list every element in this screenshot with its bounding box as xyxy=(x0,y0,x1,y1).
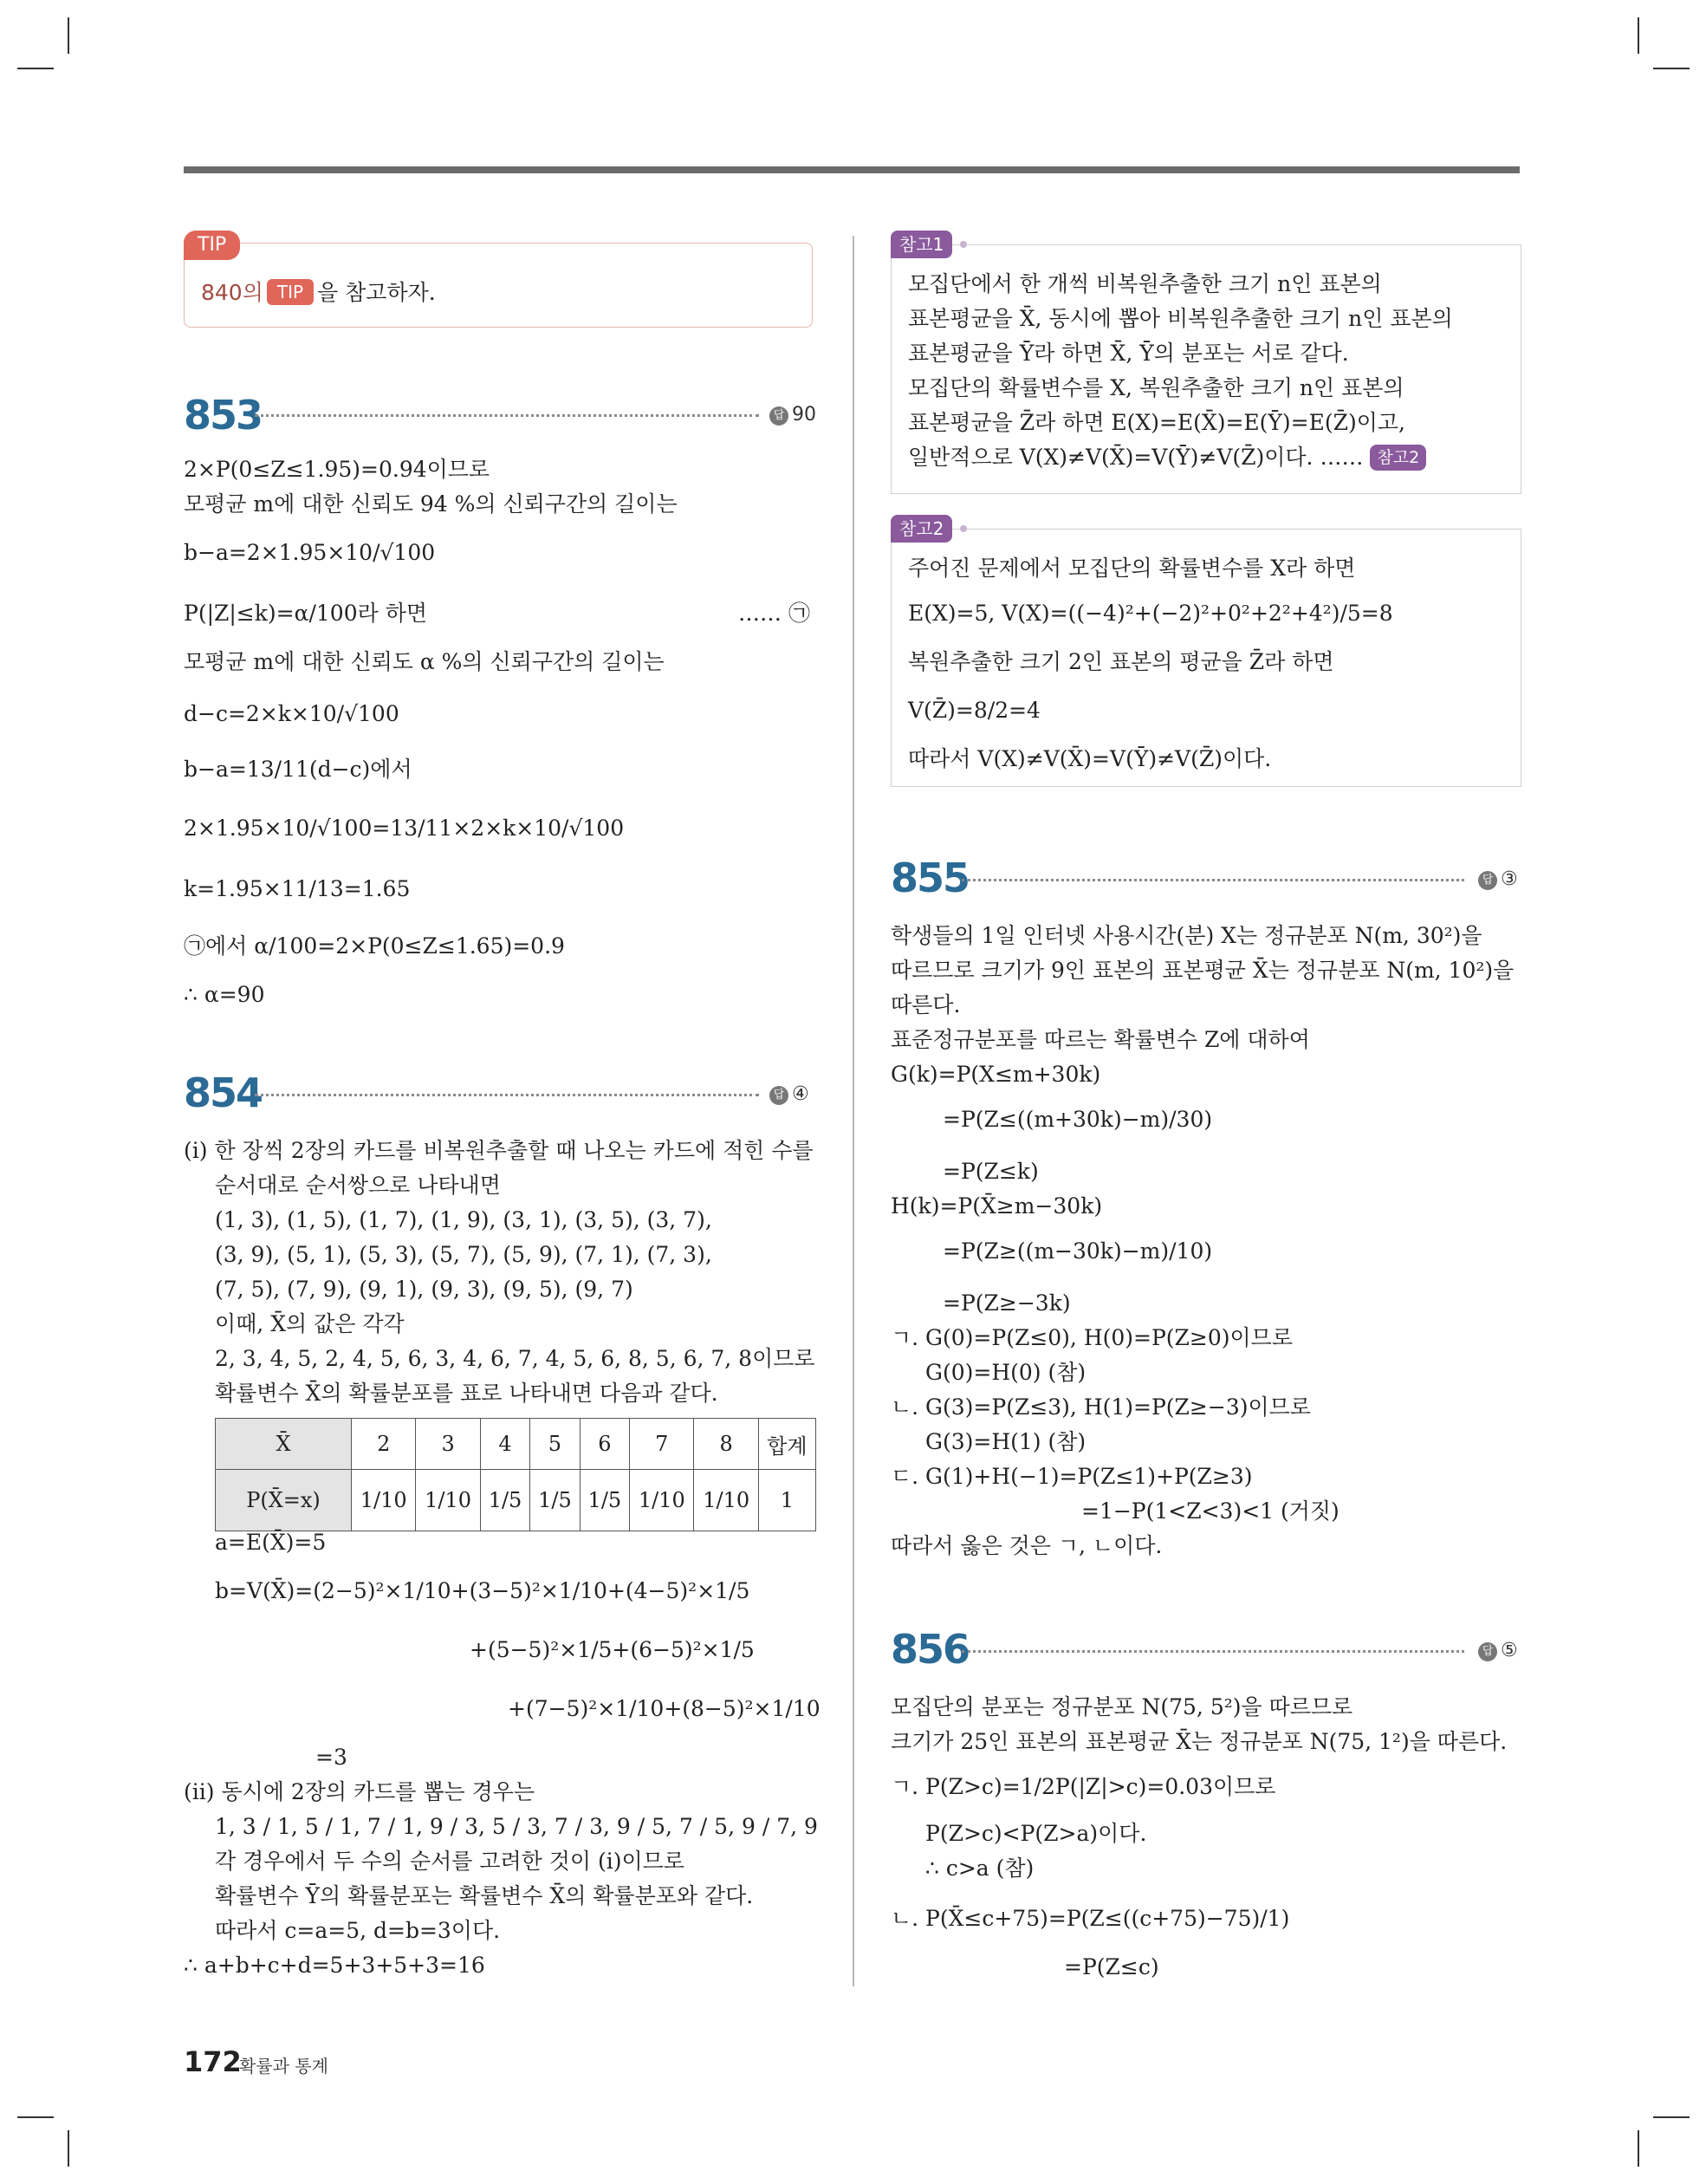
dotted-leader xyxy=(962,1650,1464,1653)
answer-mark: 답 xyxy=(1478,1642,1497,1661)
line: 표본평균을 Ȳ라 하면 X̄, Ȳ의 분포는 서로 같다. xyxy=(908,341,1349,366)
line: (i) 한 장씩 2장의 카드를 비복원추출할 때 나오는 카드에 적힌 수를 xyxy=(184,1138,814,1163)
line: ㄴ. P(X̄≤c+75)=P(Z≤((c+75)−75)/1) xyxy=(891,1906,1290,1931)
tip-text xyxy=(201,276,436,310)
dotted-leader xyxy=(962,879,1464,881)
line: 2, 3, 4, 5, 2, 4, 5, 6, 3, 4, 6, 7, 4, 5, 6, 8, 5, 6, 7, 8이므로 xyxy=(215,1346,815,1371)
answer-853 xyxy=(769,404,816,426)
crop-mark xyxy=(68,2130,69,2167)
table-cell: 1/5 xyxy=(580,1470,629,1531)
line: ∴ a+b+c+d=5+3+5+3=16 xyxy=(184,1953,485,1978)
answer-854 xyxy=(769,1083,809,1105)
line: 표준정규분포를 따르는 확률변수 Z에 대하여 xyxy=(891,1027,1310,1052)
line: 모평균 m에 대한 신뢰도 94 %의 신뢰구간의 길이는 xyxy=(184,491,678,517)
line xyxy=(908,440,1426,475)
answer-value: ③ xyxy=(1501,868,1518,890)
line: (7, 5), (7, 9), (9, 1), (9, 3), (9, 5), (9, 7) xyxy=(215,1277,633,1302)
line: +(7−5)²×1/10+(8−5)²×1/10 xyxy=(508,1696,821,1721)
line-text: 일반적으로 V(X)≠V(X̄)=V(Ȳ)≠V(Z̄)이다. …… xyxy=(908,445,1364,470)
crop-mark xyxy=(17,68,54,69)
marker: …… ㉠ xyxy=(738,601,810,626)
line: 복원추출한 크기 2인 표본의 평균을 Z̄라 하면 xyxy=(908,649,1334,674)
line: ∴ c>a (참) xyxy=(925,1856,1035,1881)
problem-number-853: 853 xyxy=(184,392,263,439)
line: H(k)=P(X̄≥m−30k) xyxy=(891,1193,1103,1219)
answer-856 xyxy=(1478,1640,1518,1661)
line: 학생들의 1일 인터넷 사용시간(분) X는 정규분포 N(m, 30²)을 xyxy=(891,923,1482,948)
line: =P(Z≤((m+30k)−m)/30) xyxy=(943,1107,1213,1132)
line: P(|Z|≤k)=α/100라 하면 xyxy=(184,601,428,626)
line: b=V(X̄)=(2−5)²×1/10+(3−5)²×1/10+(4−5)²×1/5 xyxy=(215,1578,750,1603)
dotted-leader xyxy=(255,414,759,417)
answer-855 xyxy=(1478,868,1518,890)
answer-mark: 답 xyxy=(769,1086,788,1105)
line: 따라서 옳은 것은 ㄱ, ㄴ이다. xyxy=(891,1533,1163,1558)
probability-table xyxy=(215,1418,816,1531)
line: P(Z>c)<P(Z>a)이다. xyxy=(925,1821,1147,1846)
reference-dot xyxy=(960,241,967,248)
column-divider xyxy=(853,236,854,1986)
line: (1, 3), (1, 5), (1, 7), (1, 9), (3, 1), (3, 5), (3, 7), xyxy=(215,1207,712,1232)
table-cell: 1/10 xyxy=(352,1470,416,1531)
header-rule xyxy=(184,166,1520,173)
line: G(0)=H(0) (참) xyxy=(925,1360,1087,1385)
reference-dot xyxy=(960,525,967,532)
answer-value: 90 xyxy=(792,404,816,426)
reference-label-1: 참고1 xyxy=(891,231,952,258)
line: (3, 9), (5, 1), (5, 3), (5, 7), (5, 9), (7, 1), (7, 3), xyxy=(215,1242,712,1267)
table-cell: 1/10 xyxy=(694,1470,758,1531)
line: =3 xyxy=(315,1745,347,1770)
line: 따른다. xyxy=(891,992,961,1017)
table-header-cell: 2 xyxy=(352,1419,416,1470)
section-title: 확률과 통계 xyxy=(239,2056,328,2077)
line: 크기가 25인 표본의 표본평균 X̄는 정규분포 N(75, 1²)을 따른다. xyxy=(891,1729,1508,1754)
table-cell: 1/5 xyxy=(480,1470,529,1531)
problem-number-855: 855 xyxy=(891,855,970,901)
line: =P(Z≥−3k) xyxy=(943,1290,1071,1316)
line: =P(Z≤c) xyxy=(1064,1954,1159,1979)
table-header-cell: 7 xyxy=(630,1419,694,1470)
line: b−a=13/11(d−c)에서 xyxy=(184,757,412,782)
dotted-leader xyxy=(255,1094,759,1096)
tip-inline-label: TIP xyxy=(267,279,314,305)
table-cell: 1/10 xyxy=(630,1470,694,1531)
line: 모평균 m에 대한 신뢰도 α %의 신뢰구간의 길이는 xyxy=(184,649,665,674)
answer-mark: 답 xyxy=(1478,871,1497,890)
line: k=1.95×11/13=1.65 xyxy=(184,876,411,901)
line: =P(Z≥((m−30k)−m)/10) xyxy=(943,1238,1213,1264)
line: a=E(X̄)=5 xyxy=(215,1530,327,1555)
line: 따르므로 크기가 9인 표본의 표본평균 X̄는 정규분포 N(m, 10²)을 xyxy=(891,958,1515,983)
page-number: 172 xyxy=(184,2045,242,2078)
line: ㄴ. G(3)=P(Z≤3), H(1)=P(Z≥−3)이므로 xyxy=(891,1394,1311,1420)
crop-mark xyxy=(1638,2130,1639,2167)
table-header-cell: 합계 xyxy=(758,1419,815,1470)
table-header-cell: X̄ xyxy=(216,1419,352,1470)
line: 주어진 문제에서 모집단의 확률변수를 X라 하면 xyxy=(908,556,1356,581)
answer-value: ⑤ xyxy=(1501,1640,1518,1661)
line: G(k)=P(X≤m+30k) xyxy=(891,1062,1101,1087)
line: 확률변수 X̄의 확률분포를 표로 나타내면 다음과 같다. xyxy=(215,1381,718,1406)
line: ㄱ. G(0)=P(Z≤0), H(0)=P(Z≥0)이므로 xyxy=(891,1325,1293,1350)
crop-mark xyxy=(1638,17,1639,54)
line: ㄱ. P(Z>c)=1/2P(|Z|>c)=0.03이므로 xyxy=(891,1774,1276,1799)
line: 1, 3 / 1, 5 / 1, 7 / 1, 9 / 3, 5 / 3, 7 / 3, 9 / 5, 7 / 5, 9 / 7, 9 xyxy=(215,1814,818,1839)
line: =1−P(1<Z<3)<1 (거짓) xyxy=(1081,1498,1340,1524)
line: 2×1.95×10/√100=13/11×2×k×10/√100 xyxy=(184,816,625,841)
line: ∴ α=90 xyxy=(184,982,265,1007)
reference-label-2: 참고2 xyxy=(891,515,952,543)
line: =P(Z≤k) xyxy=(943,1159,1039,1184)
line: 표본평균을 X̄, 동시에 뽑아 비복원추출한 크기 n인 표본의 xyxy=(908,306,1453,331)
crop-mark xyxy=(68,17,69,54)
crop-mark xyxy=(17,2116,54,2118)
table-header-cell: 3 xyxy=(416,1419,480,1470)
crop-mark xyxy=(1653,2116,1690,2118)
tip-text-prefix: 840의 xyxy=(201,280,263,305)
line: ㄷ. G(1)+H(−1)=P(Z≤1)+P(Z≥3) xyxy=(891,1464,1253,1489)
line: 따라서 V(X)≠V(X̄)=V(Ȳ)≠V(Z̄)이다. xyxy=(908,746,1272,771)
line: +(5−5)²×1/5+(6−5)²×1/5 xyxy=(470,1637,755,1662)
line: 순서대로 순서쌍으로 나타내면 xyxy=(215,1173,501,1198)
line: 이때, X̄의 값은 각각 xyxy=(215,1311,405,1336)
line: 각 경우에서 두 수의 순서를 고려한 것이 (i)이므로 xyxy=(215,1849,684,1874)
line: b−a=2×1.95×10/√100 xyxy=(184,540,436,565)
line: 모집단에서 한 개씩 비복원추출한 크기 n인 표본의 xyxy=(908,271,1382,296)
line: 확률변수 Ȳ의 확률분포는 확률변수 X̄의 확률분포와 같다. xyxy=(215,1883,754,1908)
problem-number-856: 856 xyxy=(891,1626,970,1673)
tip-label: TIP xyxy=(184,231,240,260)
line: 모집단의 확률변수를 X, 복원추출한 크기 n인 표본의 xyxy=(908,375,1404,400)
line: V(Z̄)=8/2=4 xyxy=(908,698,1041,723)
reference-inline-label: 참고2 xyxy=(1370,445,1426,471)
line: E(X)=5, V(X)=((−4)²+(−2)²+0²+2²+4²)/5=8 xyxy=(908,601,1393,626)
line: 따라서 c=a=5, d=b=3이다. xyxy=(215,1918,501,1943)
line: G(3)=H(1) (참) xyxy=(925,1429,1087,1454)
table-header-cell: 8 xyxy=(694,1419,758,1470)
line: 표본평균을 Z̄라 하면 E(X)=E(X̄)=E(Ȳ)=E(Z̄)이고, xyxy=(908,410,1405,435)
table-header-cell: 4 xyxy=(480,1419,529,1470)
answer-mark: 답 xyxy=(769,406,788,426)
line: ㉠에서 α/100=2×P(0≤Z≤1.65)=0.9 xyxy=(184,933,565,959)
line: 2×P(0≤Z≤1.95)=0.94이므로 xyxy=(184,457,490,482)
line: (ii) 동시에 2장의 카드를 뽑는 경우는 xyxy=(184,1779,535,1804)
line: 모집단의 분포는 정규분포 N(75, 5²)을 따르므로 xyxy=(891,1694,1353,1719)
table-cell: 1/10 xyxy=(416,1470,480,1531)
crop-mark xyxy=(1653,68,1690,69)
problem-number-854: 854 xyxy=(184,1069,263,1116)
answer-value: ④ xyxy=(792,1083,809,1105)
table-header-cell: 6 xyxy=(580,1419,629,1470)
tip-text-suffix: 을 참고하자. xyxy=(317,280,436,305)
line: d−c=2×k×10/√100 xyxy=(184,701,399,726)
table-row-label: P(X̄=x) xyxy=(216,1470,352,1531)
table-cell: 1/5 xyxy=(530,1470,580,1531)
table-cell: 1 xyxy=(758,1470,815,1531)
table-header-cell: 5 xyxy=(530,1419,580,1470)
